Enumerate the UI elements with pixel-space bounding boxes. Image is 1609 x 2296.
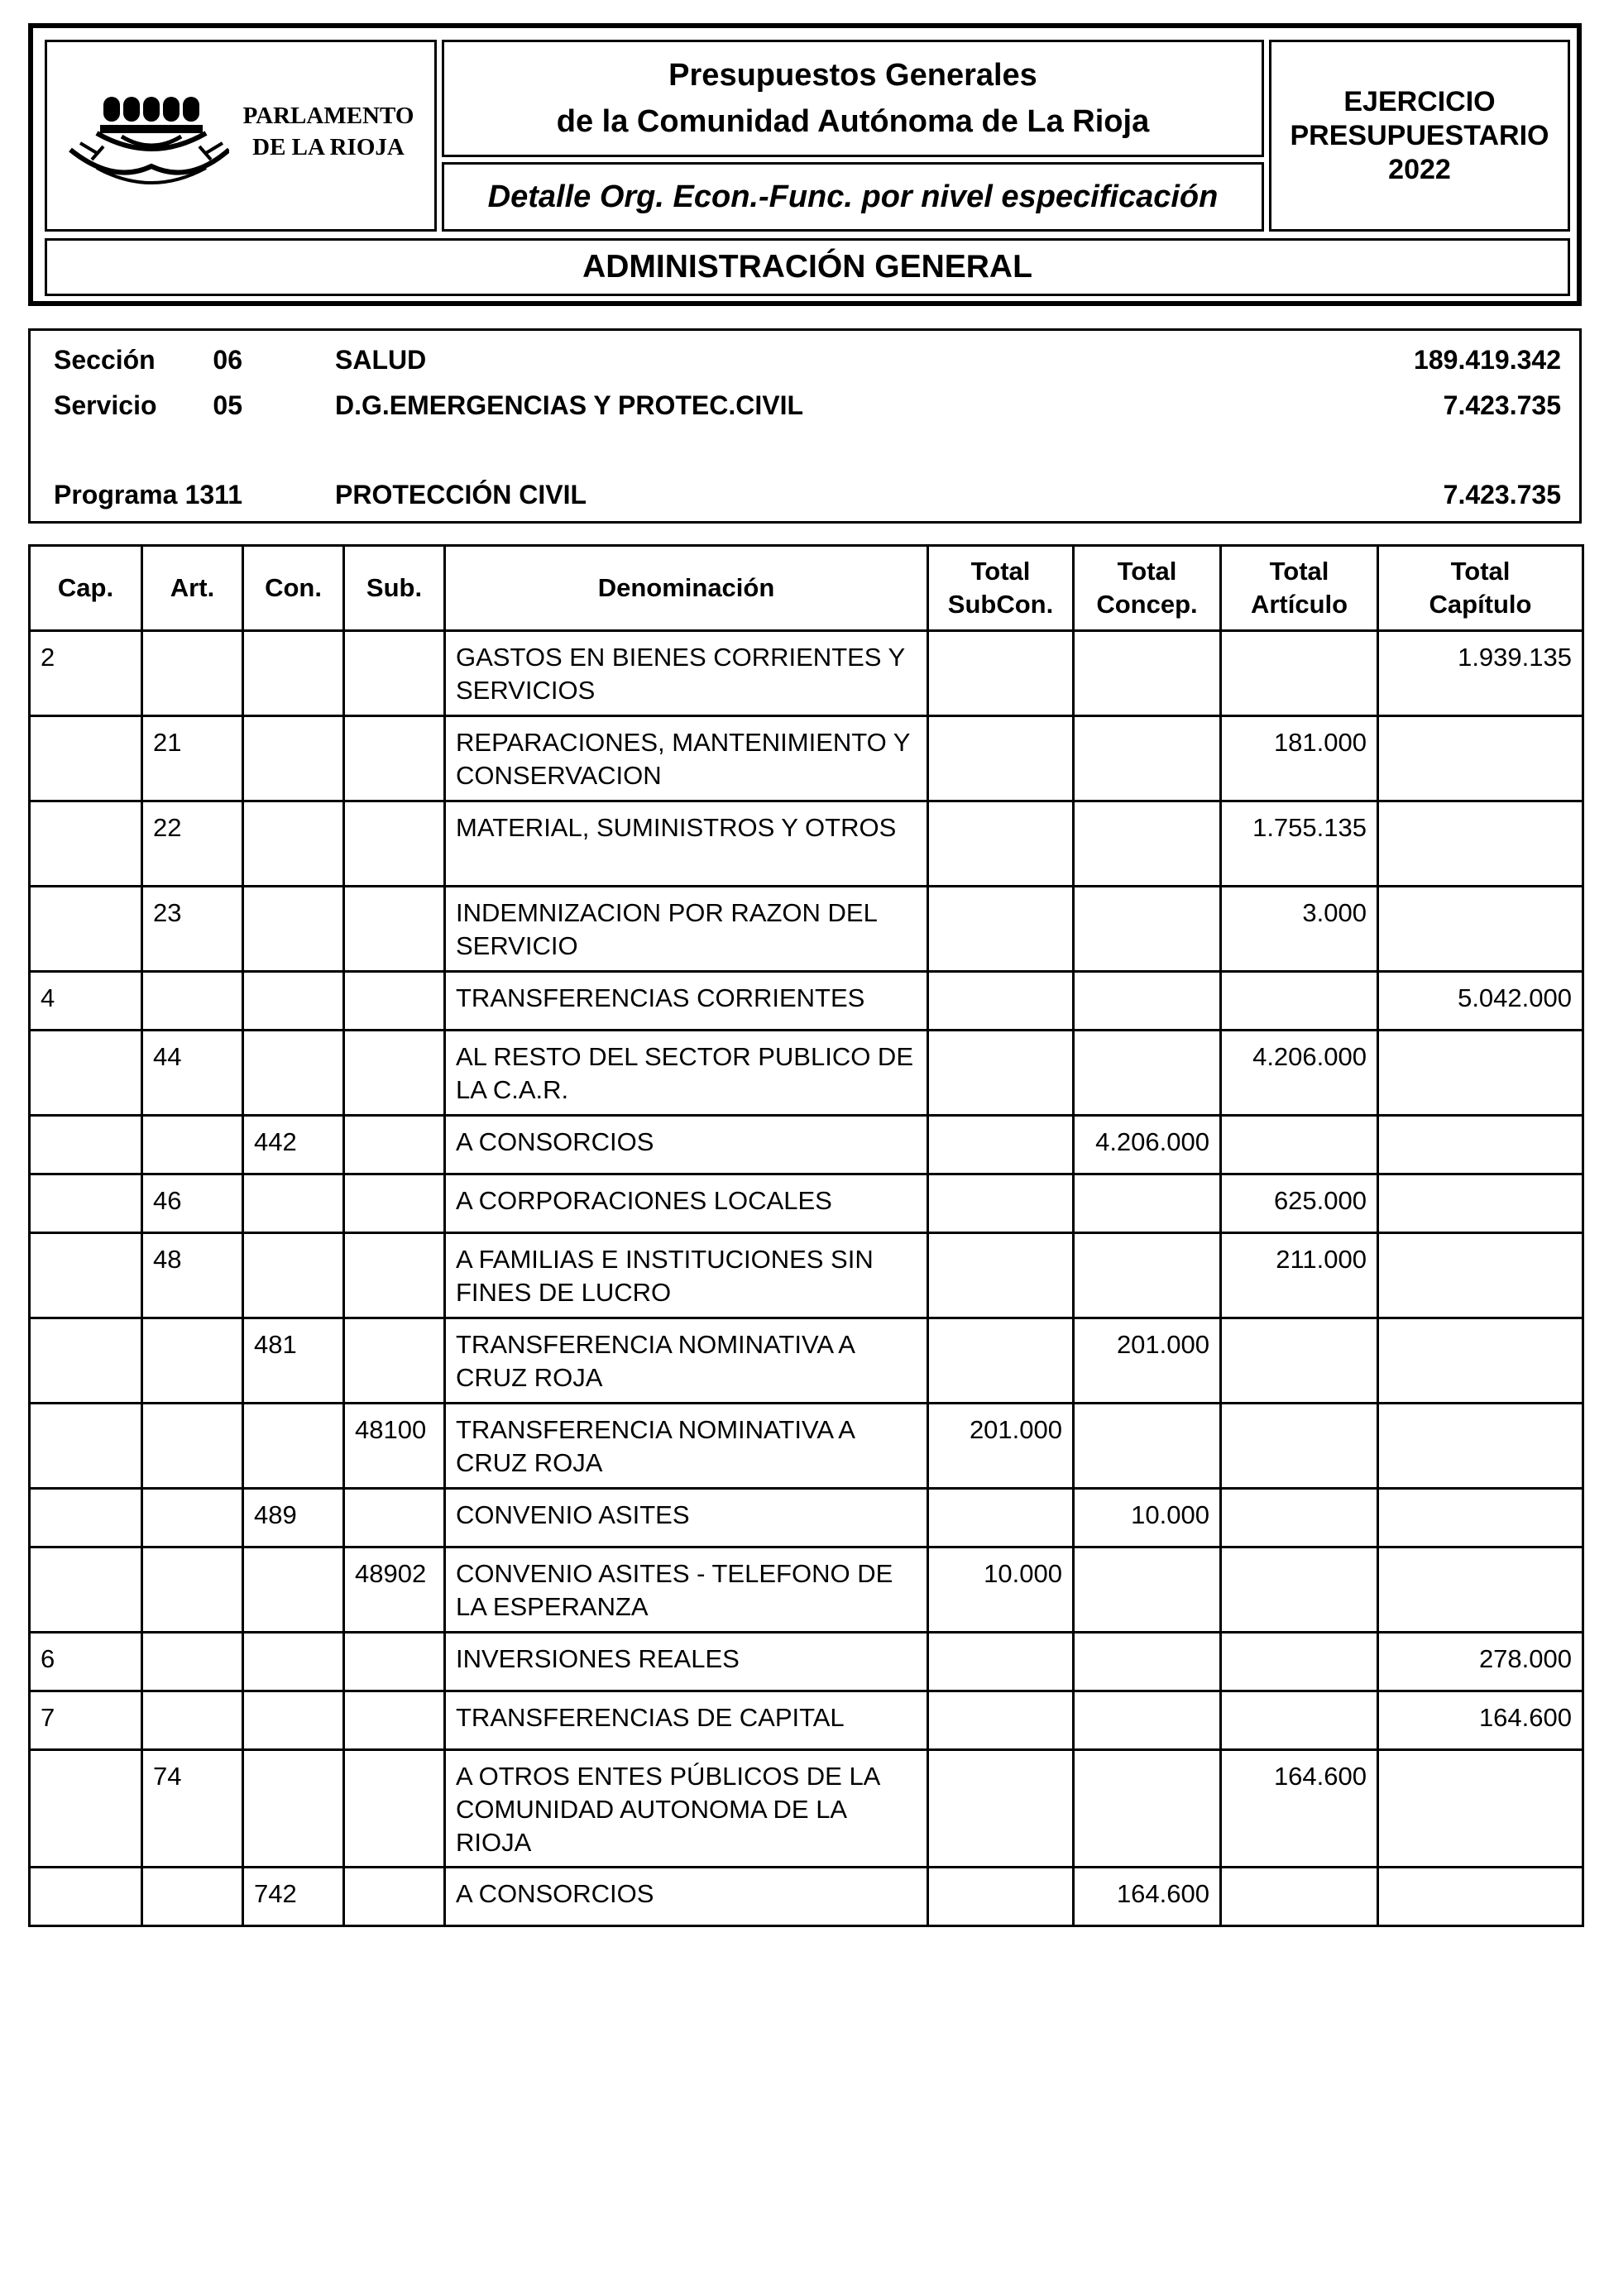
cell-art [142,1404,243,1489]
header-cap: Cap. [30,546,142,631]
cell-con [243,887,344,972]
header-total-articulo [1221,546,1378,631]
table-row [30,1868,1583,1926]
cell-sub [344,1233,445,1318]
programa-name: PROTECCIÓN CIVIL [335,480,587,509]
cell-cap [30,1404,142,1489]
cell-total-articulo: 1.755.135 [1221,801,1378,887]
table-row [30,1489,1583,1547]
cell-total-capitulo [1378,1174,1583,1233]
cell-total-subcon [928,1318,1074,1404]
cell-cap [30,1116,142,1174]
info-row-servicio [31,390,1579,427]
document-title-line2: de la Comunidad Autónoma de La Rioja [556,104,1150,139]
cell-sub [344,1116,445,1174]
cell-denominacion: INDEMNIZACION POR RAZON DEL SERVICIO [445,887,928,972]
cell-con: 489 [243,1489,344,1547]
cell-total-capitulo [1378,1116,1583,1174]
cell-sub [344,1318,445,1404]
cell-art: 22 [142,801,243,887]
cell-total-articulo [1221,1868,1378,1926]
cell-sub [344,1031,445,1116]
cell-art: 74 [142,1750,243,1868]
cell-denominacion: GASTOS EN BIENES CORRIENTES Y SERVICIOS [445,631,928,716]
cell-con: 742 [243,1868,344,1926]
cell-art [142,1116,243,1174]
fiscal-year: 2022 [1388,153,1451,185]
logo-text [221,100,436,163]
cell-cap [30,887,142,972]
servicio-amount: 7.423.735 [1443,390,1561,420]
administration-title: ADMINISTRACIÓN GENERAL [582,249,1032,285]
cell-cap [30,1174,142,1233]
cell-con [243,631,344,716]
cell-con [243,1174,344,1233]
cell-total-capitulo [1378,801,1583,887]
cell-sub [344,1633,445,1691]
cell-art [142,1868,243,1926]
cell-cap [30,1031,142,1116]
cell-total-capitulo [1378,1750,1583,1868]
header-total-capitulo-line1: Total [1450,557,1511,586]
cell-denominacion: TRANSFERENCIA NOMINATIVA A CRUZ ROJA [445,1404,928,1489]
table-row [30,887,1583,972]
cell-total-subcon [928,1489,1074,1547]
cell-denominacion: TRANSFERENCIAS CORRIENTES [445,972,928,1031]
cell-total-capitulo: 278.000 [1378,1633,1583,1691]
header-total-concep [1074,546,1221,631]
cell-cap [30,1489,142,1547]
table-row [30,1233,1583,1318]
cell-cap [30,801,142,887]
cell-art: 23 [142,887,243,972]
cell-con: 442 [243,1116,344,1174]
table-row [30,1318,1583,1404]
cell-denominacion: CONVENIO ASITES [445,1489,928,1547]
cell-total-concep [1074,887,1221,972]
header-total-capitulo-line2: Capítulo [1429,590,1532,619]
cell-total-concep [1074,631,1221,716]
header-sub: Sub. [344,546,445,631]
cell-art [142,972,243,1031]
cell-total-concep [1074,716,1221,801]
cell-total-subcon [928,887,1074,972]
cell-denominacion: A FAMILIAS E INSTITUCIONES SIN FINES DE LUCRO [445,1233,928,1318]
cell-sub [344,716,445,801]
cell-sub: 48902 [344,1547,445,1633]
cell-cap: 6 [30,1633,142,1691]
document-title-line1: Presupuestos Generales [668,58,1037,93]
title-box [442,40,1264,157]
cell-art: 21 [142,716,243,801]
cell-total-capitulo [1378,1031,1583,1116]
fiscal-year-box [1269,40,1570,232]
cell-total-articulo [1221,1633,1378,1691]
cell-total-subcon: 10.000 [928,1547,1074,1633]
cell-sub [344,801,445,887]
cell-art [142,631,243,716]
cell-art [142,1318,243,1404]
cell-cap [30,1547,142,1633]
cell-cap [30,1868,142,1926]
table-row [30,1691,1583,1750]
cell-total-articulo: 625.000 [1221,1174,1378,1233]
cell-total-subcon [928,1750,1074,1868]
seccion-name: SALUD [335,345,427,375]
cell-con [243,972,344,1031]
cell-total-articulo [1221,1116,1378,1174]
servicio-name: D.G.EMERGENCIAS Y PROTEC.CIVIL [335,390,804,420]
header-total-capitulo [1378,546,1583,631]
header-con: Con. [243,546,344,631]
cell-total-articulo [1221,1404,1378,1489]
cell-total-subcon [928,1633,1074,1691]
cell-sub [344,1750,445,1868]
seccion-code: 06 [213,345,242,375]
cell-denominacion: CONVENIO ASITES - TELEFONO DE LA ESPERANZA [445,1547,928,1633]
cell-con [243,1750,344,1868]
cell-total-capitulo: 5.042.000 [1378,972,1583,1031]
header-total-articulo-line2: Artículo [1250,590,1348,619]
cell-con [243,1691,344,1750]
cell-total-concep: 201.000 [1074,1318,1221,1404]
cell-denominacion: A CONSORCIOS [445,1116,928,1174]
cell-art: 44 [142,1031,243,1116]
cell-total-capitulo [1378,887,1583,972]
cell-denominacion: MATERIAL, SUMINISTROS Y OTROS [445,801,928,887]
header-total-concep-line1: Total [1117,557,1177,586]
cell-cap [30,1750,142,1868]
cell-total-articulo [1221,631,1378,716]
document-subtitle: Detalle Org. Econ.-Func. por nivel especificación [487,179,1219,214]
cell-total-subcon [928,801,1074,887]
cell-total-subcon [928,1116,1074,1174]
table-header-row [30,546,1583,631]
cell-total-subcon [928,1174,1074,1233]
header-total-articulo-line1: Total [1269,557,1329,586]
cell-total-capitulo [1378,1404,1583,1489]
table-row [30,1633,1583,1691]
table-row [30,801,1583,887]
cell-denominacion: REPARACIONES, MANTENIMIENTO Y CONSERVACION [445,716,928,801]
header-total-subcon [928,546,1074,631]
cell-art [142,1691,243,1750]
cell-total-concep [1074,972,1221,1031]
servicio-code: 05 [213,390,242,420]
table-row [30,1031,1583,1116]
cell-total-capitulo [1378,1547,1583,1633]
cell-art [142,1633,243,1691]
cell-total-concep [1074,1750,1221,1868]
cell-total-concep [1074,801,1221,887]
document-header [28,23,1582,306]
cell-total-concep [1074,1233,1221,1318]
programa-code: 1311 [184,480,242,509]
cell-sub [344,1489,445,1547]
cell-total-capitulo [1378,1233,1583,1318]
cell-total-subcon [928,1233,1074,1318]
cell-denominacion: TRANSFERENCIA NOMINATIVA A CRUZ ROJA [445,1318,928,1404]
cell-total-concep [1074,1547,1221,1633]
administration-box [45,238,1570,296]
cell-total-concep [1074,1691,1221,1750]
header-art: Art. [142,546,243,631]
cell-total-concep [1074,1404,1221,1489]
cell-total-articulo [1221,1547,1378,1633]
cell-total-concep [1074,1633,1221,1691]
cell-sub [344,1691,445,1750]
info-row-seccion [31,345,1579,381]
seccion-amount: 189.419.342 [1414,345,1561,375]
cell-total-articulo [1221,1691,1378,1750]
cell-total-concep [1074,1031,1221,1116]
cell-denominacion: AL RESTO DEL SECTOR PUBLICO DE LA C.A.R. [445,1031,928,1116]
cell-total-capitulo: 1.939.135 [1378,631,1583,716]
cell-total-capitulo: 164.600 [1378,1691,1583,1750]
cell-sub [344,631,445,716]
cell-total-concep: 164.600 [1074,1868,1221,1926]
cell-denominacion: A CONSORCIOS [445,1868,928,1926]
logo-box [45,40,437,232]
table-row [30,1750,1583,1868]
cell-con [243,1233,344,1318]
cell-denominacion: A CORPORACIONES LOCALES [445,1174,928,1233]
table-row [30,1404,1583,1489]
cell-total-subcon: 201.000 [928,1404,1074,1489]
header-denominacion: Denominación [445,546,928,631]
cell-total-capitulo [1378,716,1583,801]
cell-total-articulo [1221,1318,1378,1404]
cell-total-concep: 10.000 [1074,1489,1221,1547]
cell-cap: 7 [30,1691,142,1750]
cell-art [142,1547,243,1633]
budget-table [28,544,1584,1927]
cell-sub [344,887,445,972]
cell-con [243,801,344,887]
cell-total-articulo [1221,1489,1378,1547]
cell-con: 481 [243,1318,344,1404]
cell-denominacion: INVERSIONES REALES [445,1633,928,1691]
cell-total-concep [1074,1174,1221,1233]
cell-art: 46 [142,1174,243,1233]
cell-con [243,716,344,801]
cell-cap [30,716,142,801]
cell-total-subcon [928,1868,1074,1926]
cell-denominacion: TRANSFERENCIAS DE CAPITAL [445,1691,928,1750]
table-row [30,1547,1583,1633]
programa-amount: 7.423.735 [1443,480,1561,509]
programa-label: Programa [54,480,178,509]
cell-total-subcon [928,1691,1074,1750]
cell-cap: 4 [30,972,142,1031]
cell-con [243,1547,344,1633]
cell-cap: 2 [30,631,142,716]
parliament-emblem-icon [64,85,229,201]
info-row-programa [31,480,1579,516]
cell-sub [344,1868,445,1926]
cell-con [243,1031,344,1116]
table-row [30,1174,1583,1233]
cell-total-articulo: 181.000 [1221,716,1378,801]
fiscal-year-label-line1: EJERCICIO [1343,85,1496,117]
servicio-label: Servicio [54,390,157,420]
cell-cap [30,1233,142,1318]
cell-sub: 48100 [344,1404,445,1489]
table-row [30,716,1583,801]
section-info [28,328,1582,524]
cell-total-articulo: 3.000 [1221,887,1378,972]
header-total-subcon-line1: Total [970,557,1031,586]
cell-total-capitulo [1378,1489,1583,1547]
cell-art: 48 [142,1233,243,1318]
cell-total-concep: 4.206.000 [1074,1116,1221,1174]
cell-total-articulo: 211.000 [1221,1233,1378,1318]
seccion-label: Sección [54,345,156,375]
cell-total-subcon [928,716,1074,801]
cell-con [243,1404,344,1489]
cell-total-capitulo [1378,1318,1583,1404]
cell-total-articulo [1221,972,1378,1031]
logo-text-line2: DE LA RIOJA [252,134,405,160]
subtitle-box [442,162,1264,232]
table-row [30,631,1583,716]
cell-total-subcon [928,1031,1074,1116]
cell-total-articulo: 164.600 [1221,1750,1378,1868]
cell-art [142,1489,243,1547]
cell-cap [30,1318,142,1404]
cell-con [243,1633,344,1691]
cell-total-articulo: 4.206.000 [1221,1031,1378,1116]
cell-total-capitulo [1378,1868,1583,1926]
cell-denominacion: A OTROS ENTES PÚBLICOS DE LA COMUNIDAD AUTONOMA DE LA RIOJA [445,1750,928,1868]
logo-text-line1: PARLAMENTO [242,103,414,129]
cell-sub [344,1174,445,1233]
header-total-concep-line2: Concep. [1096,590,1198,619]
cell-total-subcon [928,631,1074,716]
header-total-subcon-line2: SubCon. [947,590,1054,619]
cell-total-subcon [928,972,1074,1031]
table-row [30,972,1583,1031]
fiscal-year-label-line2: PRESUPUESTARIO [1290,119,1549,151]
cell-sub [344,972,445,1031]
table-row [30,1116,1583,1174]
